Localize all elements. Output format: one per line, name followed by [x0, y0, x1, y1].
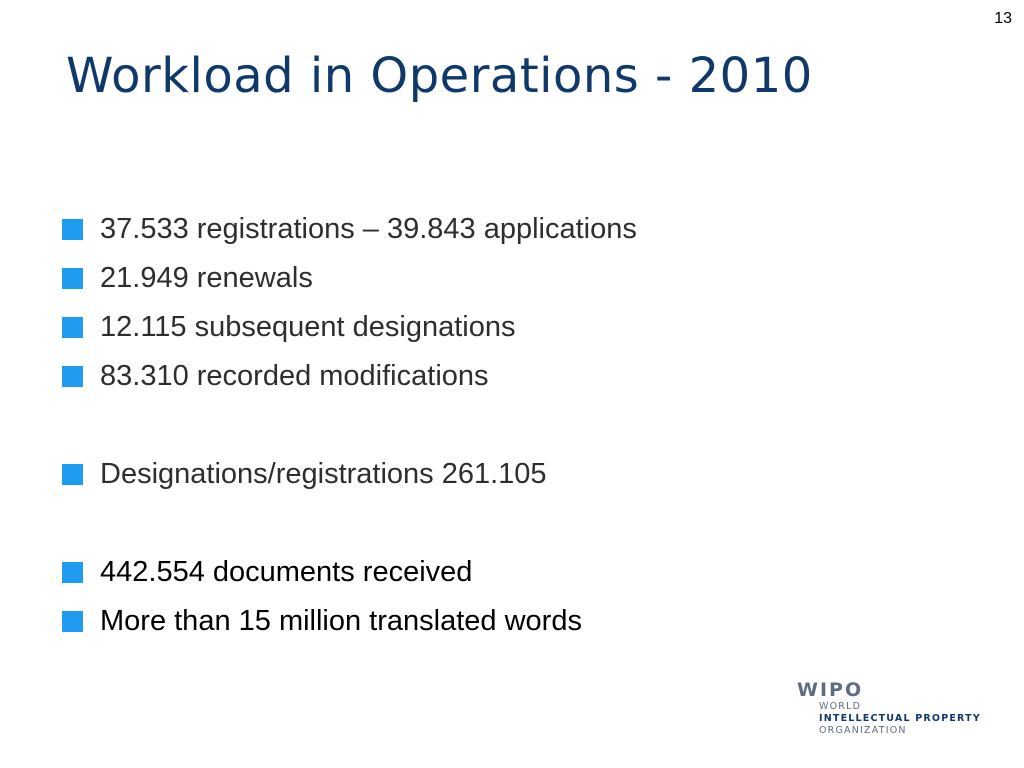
list-item — [62, 303, 637, 352]
logo-wordmark — [819, 701, 981, 737]
logo-line-organization: ORGANIZATION — [819, 725, 907, 736]
square-bullet-icon — [62, 464, 83, 485]
list-item — [62, 597, 637, 646]
list-item — [62, 450, 637, 499]
wipo-logo — [797, 680, 981, 737]
bullet-list — [62, 205, 637, 646]
bullet-text: 12.115 subsequent designations — [100, 311, 516, 343]
bullet-text: 83.310 recorded modifications — [100, 360, 489, 392]
bullet-text: 442.554 documents received — [100, 556, 473, 588]
slide-title: Workload in Operations - 2010 — [66, 48, 813, 104]
slide-number: 13 — [994, 10, 1012, 27]
square-bullet-icon — [62, 562, 83, 583]
logo-line-world: WORLD — [819, 701, 862, 712]
square-bullet-icon — [62, 611, 83, 632]
bullet-text: 21.949 renewals — [100, 262, 313, 294]
bullet-text: 37.533 registrations – 39.843 applications — [100, 213, 637, 245]
list-item — [62, 205, 637, 254]
bullet-text: More than 15 million translated words — [100, 605, 582, 637]
square-bullet-icon — [62, 366, 83, 387]
logo-acronym: WIPO — [797, 679, 864, 701]
list-item — [62, 254, 637, 303]
square-bullet-icon — [62, 219, 83, 240]
list-item — [62, 352, 637, 401]
list-item — [62, 548, 637, 597]
logo-line-intellectual-property: INTELLECTUAL PROPERTY — [819, 713, 981, 724]
square-bullet-icon — [62, 317, 83, 338]
bullet-text: Designations/registrations 261.105 — [100, 458, 547, 490]
square-bullet-icon — [62, 268, 83, 289]
